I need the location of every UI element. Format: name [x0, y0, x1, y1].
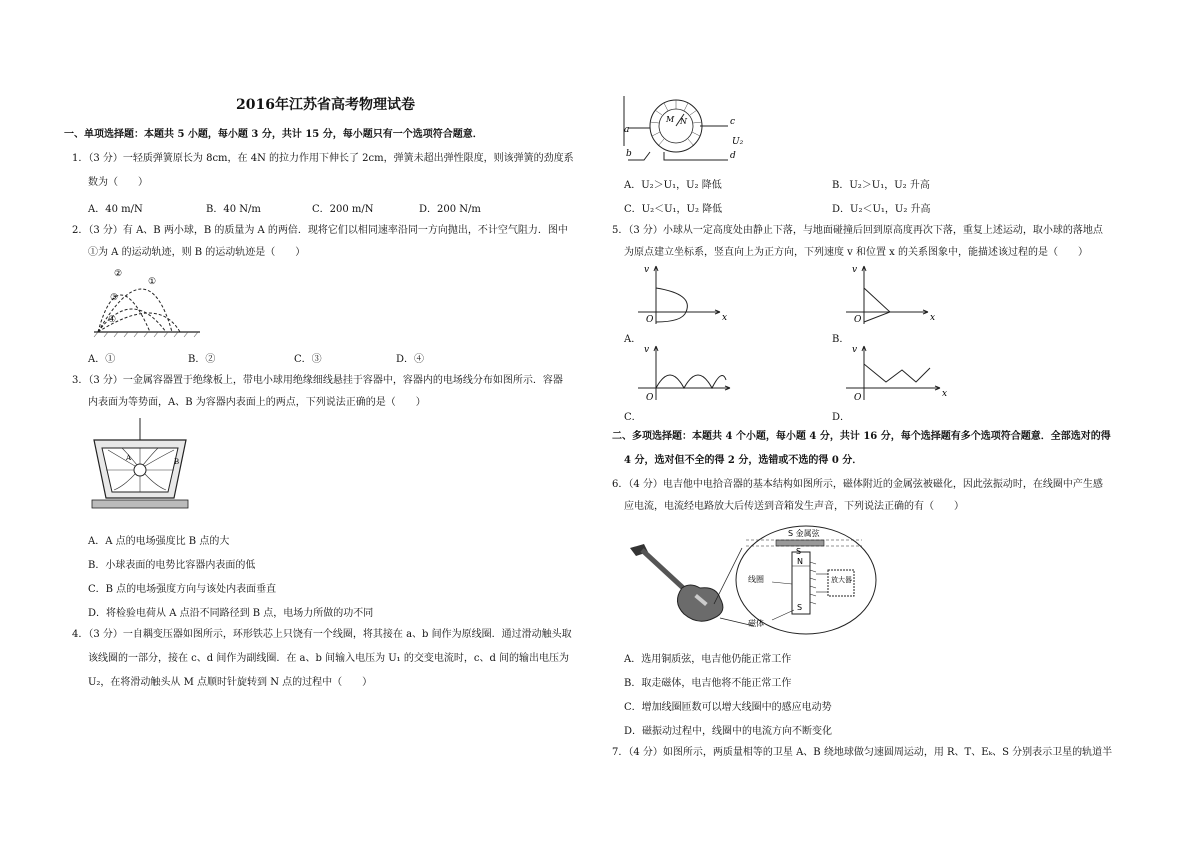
q4-stem-line1: 4．（3 分）一自耦变压器如图所示，环形铁芯上只饶有一个线圈，将其接在 a、b 间作为原线圈．通过滑动触头取: [72, 629, 572, 640]
q6-option-d[interactable]: D．磁振动过程中，线圈中的电流方向不断变化: [624, 726, 833, 737]
q6-stem-line1: 6．（4 分）电吉他中电拾音器的基本结构如图所示，磁体附近的金属弦被磁化，因此弦振动时，在线圈中产生感: [612, 479, 1103, 490]
q5-graph-d: [846, 344, 946, 402]
q4-option-b[interactable]: B．U₂＞U₁，U₂ 升高: [832, 180, 930, 191]
q4-transformer-figure: [624, 96, 754, 166]
q6-fig-label-coil: 线圈: [748, 575, 764, 584]
q3-fig-label-b: B: [174, 458, 180, 466]
q3-stem-line2: 内表面为等势面，A、B 为容器内表面上的两点，下列说法正确的是（ ）: [88, 397, 426, 408]
q4-fig-label-d: d: [730, 151, 736, 161]
q2-fig-label-4: ④: [108, 315, 117, 325]
q2-option-a[interactable]: A．①: [88, 354, 116, 365]
q2-fig-label-3: ③: [110, 293, 119, 303]
q2-fig-label-1: ①: [148, 277, 157, 287]
q5-stem-line1: 5．（3 分）小球从一定高度处由静止下落，与地面碰撞后回到原高度再次下落，重复上述运动，取小球的落地点: [612, 225, 1103, 236]
q2-trajectory-figure: [88, 266, 206, 338]
q5-graph-b: [846, 264, 936, 326]
section-2-heading-line1: 二、多项选择题：本题共 4 个小题，每小题 4 分，共计 16 分，每个选择题有多个选项符合题意．全部选对的得: [612, 431, 1111, 442]
q3-option-c[interactable]: C．B 点的电场强度方向与该处内表面垂直: [88, 584, 277, 595]
q5c-axis-o: O: [646, 393, 654, 403]
q6-fig-label-s-bottom: S: [797, 603, 803, 612]
q4-fig-label-b: b: [626, 149, 632, 159]
q5b-axis-x: x: [930, 313, 936, 323]
q2-fig-label-2: ②: [114, 269, 123, 279]
q5-option-c[interactable]: C．: [624, 412, 642, 423]
section-2-heading-line2: 4 分，选对但不全的得 2 分，选错或不选的得 0 分．: [624, 455, 863, 466]
q3-option-d[interactable]: D．将检验电荷从 A 点沿不同路径到 B 点，电场力所做的功不同: [88, 608, 374, 619]
q6-guitar-pickup-figure: [624, 522, 884, 638]
q5c-axis-v: v: [644, 345, 650, 355]
q6-fig-label-magnet: 磁体: [748, 619, 764, 628]
q5a-axis-v: v: [644, 265, 650, 275]
q4-stem-line3: U₂，在将滑动触头从 M 点顺时针旋转到 N 点的过程中（ ）: [88, 677, 373, 688]
q3-option-a[interactable]: A．A 点的电场强度比 B 点的大: [88, 536, 230, 547]
q5-graph-a: [638, 264, 728, 326]
q3-fig-label-a: A: [126, 454, 132, 462]
q6-stem-line2: 应电流，电流经电路放大后传送到音箱发生声音，下列说法正确的有（ ）: [624, 501, 964, 512]
q4-option-c[interactable]: C．U₂＜U₁，U₂ 降低: [624, 204, 723, 215]
q5d-axis-x: x: [942, 389, 948, 399]
q2-option-b[interactable]: B．②: [188, 354, 216, 365]
q5-option-d[interactable]: D．: [832, 412, 851, 423]
q1-stem-line2: 数为（ ）: [88, 177, 148, 188]
q7-stem-line1: 7．（4 分）如图所示，两质量相等的卫星 A、B 绕地球做匀速圆周运动，用 R、T、Eₖ、S 分别表示卫星的轨道半: [612, 747, 1113, 758]
q5d-axis-v: v: [852, 345, 858, 355]
q5-option-b[interactable]: B．: [832, 334, 850, 345]
q4-option-d[interactable]: D．U₂＜U₁，U₂ 升高: [832, 204, 931, 215]
q6-option-a[interactable]: A．选用铜质弦，电吉他仍能正常工作: [624, 654, 792, 665]
q4-fig-label-u2: U₂: [732, 137, 744, 147]
guitar-icon: [630, 544, 723, 621]
q1-option-a[interactable]: A．40 m/N: [88, 204, 143, 215]
q1-option-b[interactable]: B．40 N/m: [206, 204, 261, 215]
q5d-axis-o: O: [854, 393, 862, 403]
q4-fig-label-m: M: [666, 115, 675, 124]
q5a-axis-x: x: [722, 313, 728, 323]
q4-fig-label-c: c: [730, 117, 736, 127]
q2-stem-line2: ①为 A 的运动轨迹，则 B 的运动轨迹是（ ）: [88, 247, 306, 258]
q3-container-figure: [88, 418, 192, 512]
q1-option-d[interactable]: D．200 N/m: [419, 204, 481, 215]
q1-stem-line1: 1．（3 分）一轻质弹簧原长为 8cm，在 4N 的拉力作用下伸长了 2cm，弹簧未超出弹性限度，则该弹簧的劲度系: [72, 153, 574, 164]
q4-option-a[interactable]: A．U₂＞U₁，U₂ 降低: [624, 180, 722, 191]
q4-stem-line2: 该线圈的一部分，接在 c、d 间作为副线圈．在 a、b 间输入电压为 U₁ 的交变电流时，c、d 间的输出电压为: [88, 653, 570, 664]
q6-option-b[interactable]: B．取走磁体，电吉他将不能正常工作: [624, 678, 792, 689]
page-title: 2016年江苏省高考物理试卷: [236, 97, 415, 113]
q5b-axis-v: v: [852, 265, 858, 275]
q2-option-c[interactable]: C．③: [294, 354, 322, 365]
q6-fig-label-string: S 金属弦: [788, 529, 820, 538]
q6-option-c[interactable]: C．增加线圈匝数可以增大线圈中的感应电动势: [624, 702, 832, 713]
q5a-axis-o: O: [646, 315, 654, 325]
q6-fig-label-s-top: S: [796, 547, 802, 556]
q5-stem-line2: 为原点建立坐标系，竖直向上为正方向，下列速度 v 和位置 x 的关系图象中，能描述该过程的是（ ）: [624, 247, 1089, 258]
q5b-axis-o: O: [854, 315, 862, 325]
q6-fig-label-n: N: [797, 557, 803, 566]
q4-fig-label-n: N: [680, 117, 687, 126]
q4-fig-label-a: a: [624, 125, 630, 135]
q5-graph-c: [638, 344, 734, 402]
q6-fig-label-amplifier: 放大器: [831, 576, 852, 584]
q5-option-a[interactable]: A．: [624, 334, 642, 345]
q3-option-b[interactable]: B．小球表面的电势比容器内表面的低: [88, 560, 256, 571]
section-1-heading: 一、单项选择题：本题共 5 小题，每小题 3 分，共计 15 分，每小题只有一个选项符合题意．: [64, 129, 483, 140]
q3-stem-line1: 3．（3 分）一金属容器置于绝缘板上，带电小球用绝缘细线悬挂于容器中，容器内的电场线分布如图所示．容器: [72, 375, 563, 386]
q2-stem-line1: 2．（3 分）有 A、B 两小球，B 的质量为 A 的两倍．现将它们以相同速率沿同一方向抛出，不计空气阻力．图中: [72, 225, 568, 236]
q1-option-c[interactable]: C．200 m/N: [312, 204, 374, 215]
q2-option-d[interactable]: D．④: [396, 354, 425, 365]
